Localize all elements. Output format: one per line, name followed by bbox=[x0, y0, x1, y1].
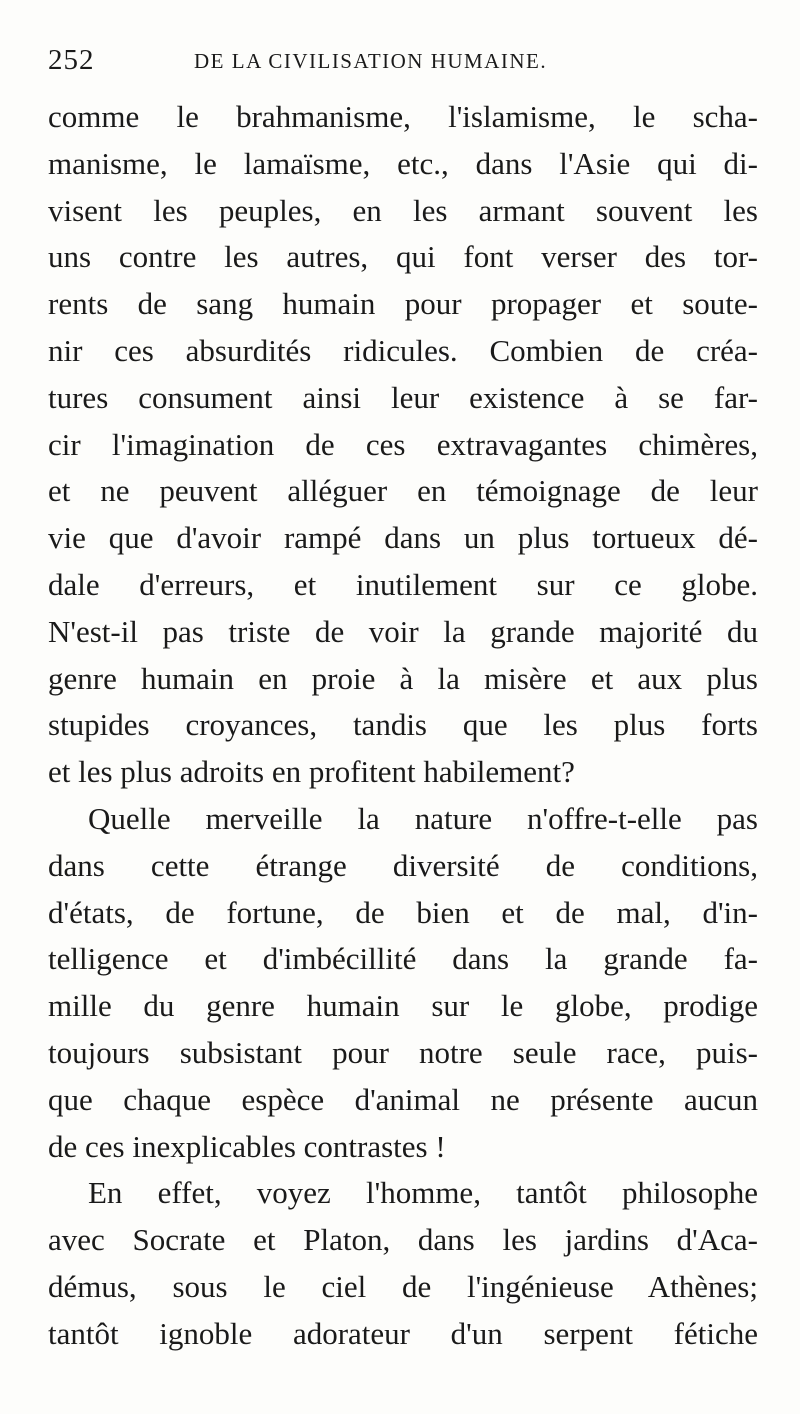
text-line: tures consument ainsi leur existence à se far- bbox=[48, 379, 758, 415]
text-line: En effet, voyez l'homme, tantôt philosophe bbox=[88, 1175, 758, 1211]
text-line: et ne peuvent alléguer en témoignage de leur bbox=[48, 473, 758, 509]
text-line: visent les peuples, en les armant souvent les bbox=[48, 192, 758, 228]
text-line: mille du genre humain sur le globe, prodige bbox=[48, 988, 758, 1024]
text-line: d'états, de fortune, de bien et de mal, d'in- bbox=[48, 894, 758, 930]
running-title: DE LA CIVILISATION HUMAINE. bbox=[194, 49, 548, 73]
text-line: avec Socrate et Platon, dans les jardins d'Aca- bbox=[48, 1222, 758, 1258]
text-line: manisme, le lamaïsme, etc., dans l'Asie qui di- bbox=[48, 145, 758, 181]
text-line: stupides croyances, tandis que les plus forts bbox=[48, 707, 758, 743]
text-line: Quelle merveille la nature n'offre-t-elle pas bbox=[88, 800, 758, 836]
page-number: 252 bbox=[48, 44, 95, 76]
text-line: comme le brahmanisme, l'islamisme, le scha- bbox=[48, 99, 758, 134]
text-line: démus, sous le ciel de l'ingénieuse Athènes; bbox=[48, 1268, 758, 1304]
text-line: toujours subsistant pour notre seule race, puis- bbox=[48, 1034, 758, 1070]
text-line: rents de sang humain pour propager et soute- bbox=[48, 286, 758, 322]
text-line: tantôt ignoble adorateur d'un serpent fétiche bbox=[48, 1315, 758, 1351]
body-text bbox=[48, 94, 758, 1358]
text-line: nir ces absurdités ridicules. Combien de créa- bbox=[48, 332, 758, 368]
running-head bbox=[48, 44, 768, 78]
text-line: telligence et d'imbécillité dans la grande fa- bbox=[48, 941, 758, 977]
text-line: genre humain en proie à la misère et aux plus bbox=[48, 660, 758, 696]
text-line: que chaque espèce d'animal ne présente aucun bbox=[48, 1081, 758, 1117]
text-line: et les plus adroits en profitent habilement? bbox=[48, 754, 575, 790]
text-line: cir l'imagination de ces extravagantes chimères, bbox=[48, 426, 758, 462]
text-line: dale d'erreurs, et inutilement sur ce globe. bbox=[48, 566, 758, 602]
text-line: dans cette étrange diversité de conditions, bbox=[48, 847, 758, 883]
text-line: vie que d'avoir rampé dans un plus tortueux dé- bbox=[48, 520, 758, 556]
text-line: uns contre les autres, qui font verser des tor- bbox=[48, 239, 758, 275]
text-line: de ces inexplicables contrastes ! bbox=[48, 1128, 446, 1164]
text-line: N'est-il pas triste de voir la grande majorité du bbox=[48, 613, 758, 649]
